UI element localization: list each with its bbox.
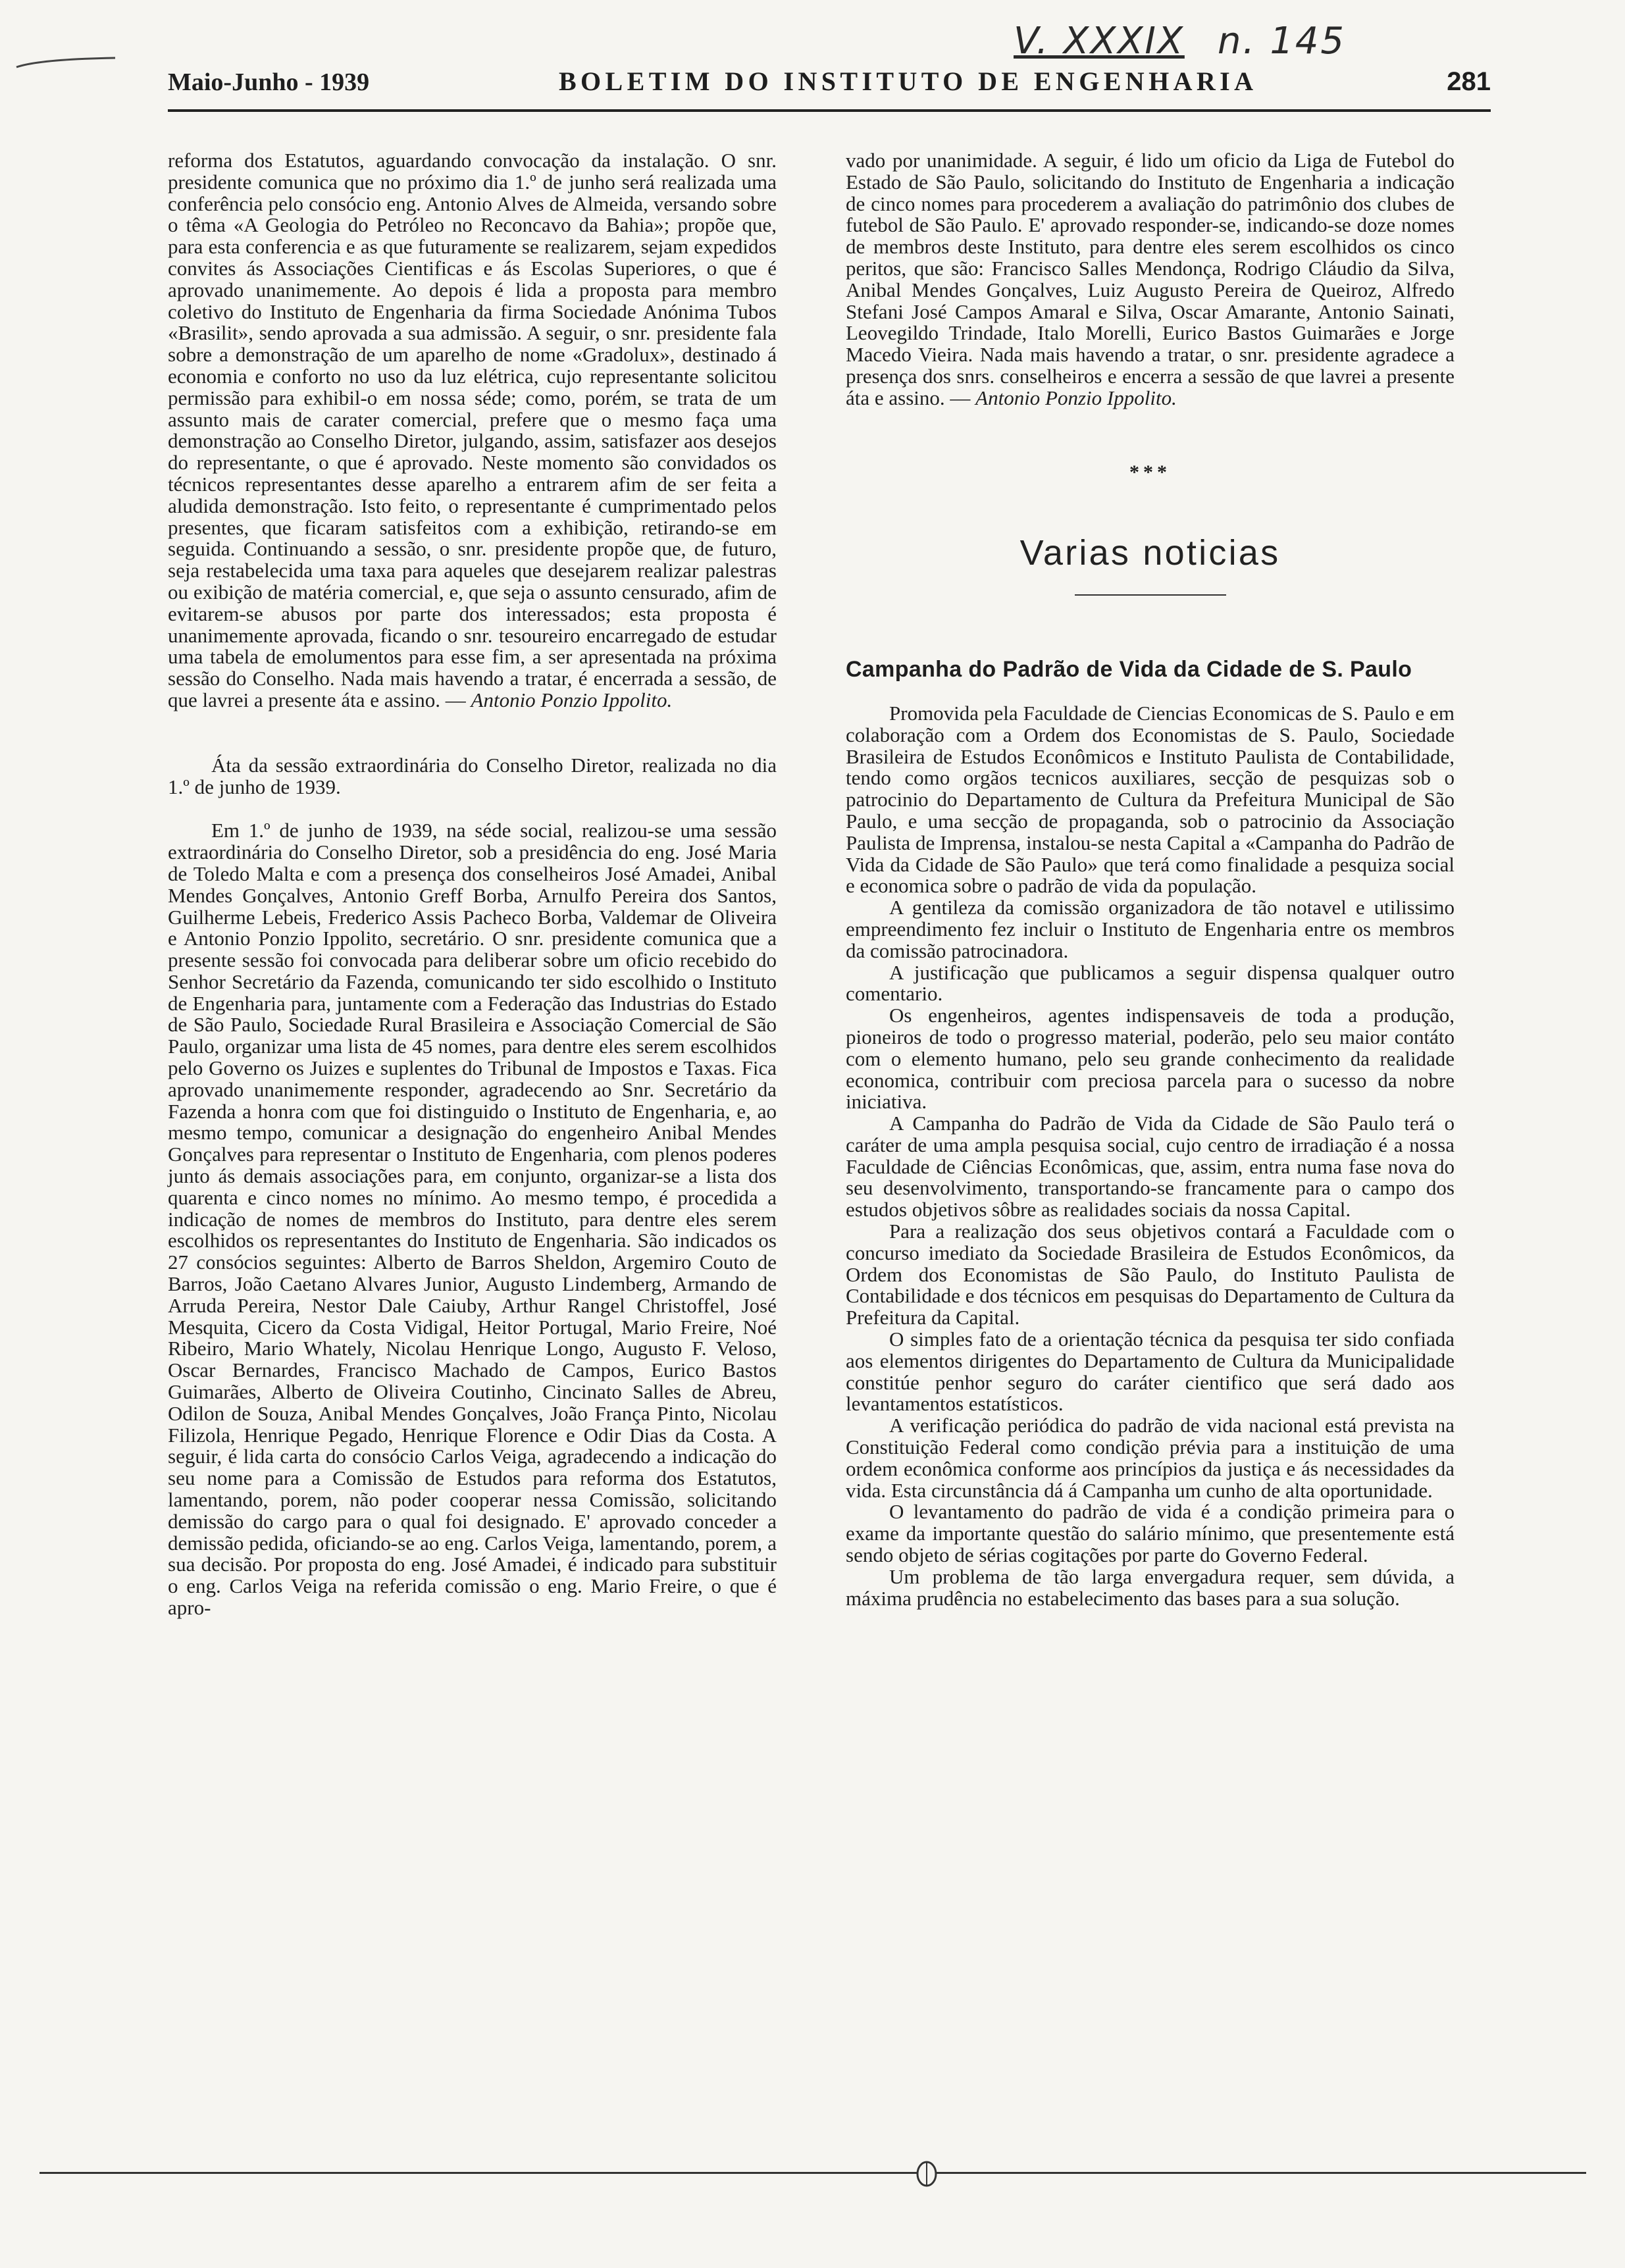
- page-header: [168, 66, 1491, 112]
- scan-mark: [13, 53, 118, 72]
- handwritten-number: n. 145: [1218, 20, 1346, 63]
- header-date: Maio-Junho - 1939: [168, 68, 370, 96]
- header-title: BOLETIM DO INSTITUTO DE ENGENHARIA: [558, 66, 1258, 96]
- left-paragraph-1: reforma dos Estatutos, aguardando convocação da instalação. O snr. presidente comunica que no próximo dia 1.º de junho será realizada uma conferência pelo consócio eng. Antonio Alves de Almeida, versando sobre o têma «A Geologia do Petróleo no Reconcavo da Bahia»; propõe que, para esta conferencia e as que futuramente se realizarem, sejam expedidos convites ás Associações Cientificas e ás Escolas Superiores, o que é aprovado unanimemente. Ao depois é lida a proposta para membro coletivo do Instituto de Engenharia da firma Sociedade Anónima Tubos «Brasilit», sendo aprovada a sua admissão. A seguir, o snr. presidente fala sobre a demonstração de um aparelho de nome «Gradolux», destinado á economia e conforto no uso da luz elétrica, cujo representante solicitou permissão para exhibil-o em nossa séde; como, porém, se trata de um assunto mais de carater comercial, prefere que o mesmo faça uma demonstração ao Conselho Diretor, julgando, assim, satisfazer aos desejos do representante, o que é aprovado. Neste momento são convidados os técnicos representantes desse aparelho a entrarem afim de ser feita a aludida demonstração. Isto feito, o representante é cumprimentado pelos presentes, que ficaram satisfeitos com a exhibição, retirando-se em seguida. Continuando a sessão, o snr. presidente propõe que, de futuro, seja restabelecida uma taxa para aqueles que desejarem realizar palestras ou exibição de matéria comercial, e, que seja o assunto censurado, afim de evitarem-se abusos por parte dos interessados; esta proposta é unanimemente aprovada, ficando o snr. tesoureiro encarregado de estudar uma tabela de emolumentos para esse fim, a ser apresentada na próxima sessão do Conselho. Nada mais havendo a tratar, é encerrada a sessão, de que lavrei a presente áta e assino. — Antonio Ponzio Ippolito.: [168, 149, 777, 711]
- footer-rule: [39, 2172, 1586, 2174]
- handwritten-volume: V. XXXIX: [1014, 20, 1185, 63]
- left-paragraph-3: Em 1.º de junho de 1939, na séde social, realizou-se uma sessão extraordinária do Conselho Diretor, sob a presidência do eng. José Maria de Toledo Malta e com a presença dos conselheiros José Amadei, Anibal Mendes Gonçalves, Antonio Greff Borba, Arnulfo Pereira dos Santos, Guilherme Lebeis, Frederico Assis Pacheco Borba, Valdemar de Oliveira e Antonio Ponzio Ippolito, secretário. O snr. presidente comunica que a presente sessão foi convocada para deliberar sobre um oficio recebido do Senhor Secretário da Fazenda, comunicando ter sido escolhido o Instituto de Engenharia para, juntamente com a Federação das Industrias do Estado de São Paulo, Sociedade Rural Brasileira e Associação Comercial de São Paulo, organizar uma lista de 45 nomes, para dentre eles serem escolhidos pelo Governo os Juizes e suplentes do Tribunal de Impostos e Taxas. Fica aprovado unanimemente responder, agradecendo ao Snr. Secretário da Fazenda a honra com que foi distinguido o Instituto de Engenharia, e, ao mesmo tempo, comunicar a designação do engenheiro Anibal Mendes Gonçalves para representar o Instituto de Engenharia, com plenos poderes junto ás demais associações para, em conjunto, organizar-se a lista dos quarenta e cinco nomes no mínimo. Ao mesmo tempo, é procedida a indicação de nomes de membros do Instituto, para dentre eles serem escolhidos os representantes do Instituto de Engenharia. São indicados os 27 consócios seguintes: Alberto de Barros Sheldon, Argemiro Couto de Barros, João Caetano Alvares Junior, Augusto Lindemberg, Armando de Arruda Pereira, Nestor Dale Caiuby, Arthur Rangel Christoffel, José Mesquita, Cicero da Costa Vidigal, Heitor Portugal, Mario Freire, Noé Ribeiro, Mario Whately, Nicolau Henrique Longo, Augusto F. Veloso, Oscar Bernardes, Francisco Machado de Campos, Eurico Bastos Guimarães, Alberto de Oliveira Coutinho, Cincinato Salles de Abreu, Odilon de Souza, Anibal Mendes Gonçalves, João França Pinto, Nicolau Filizola, Henrique Pegado, Henrique Florence e Odir Dias da Costa. A seguir, é lida carta do consócio Carlos Veiga, agradecendo a indicação do seu nome para a Comissão de Estudos para reforma dos Estatutos, lamentando, porem, não poder cooperar nessa Comissão, solicitando demissão do cargo para o qual foi designado. E' aprovado conceder a demissão pedida, oficiando-se ao eng. Carlos Veiga, lamentando, porem, a sua decisão. Por proposta do eng. José Amadei, é indicado para substituir o eng. Carlos Veiga na referida comissão o eng. Mario Freire, o que é apro-: [168, 819, 777, 1619]
- article-paragraph: A Campanha do Padrão de Vida da Cidade de São Paulo terá o caráter de uma ampla pesquisa social, cujo centro de irradiação é a nossa Faculdade de Ciências Econômicas, que, assim, entra numa fase nova do seu desenvolvimento, transportando-se francamente para o campo dos estudos objetivos sôbre as realidades sociais da nossa Capital.: [846, 1112, 1455, 1222]
- signature: Antonio Ponzio Ippolito.: [975, 386, 1177, 409]
- article-paragraph: O levantamento do padrão de vida é a condição primeira para o exame da importante questão do salário mínimo, que presentemente está sendo objeto de sérias cogitações por parte do Governo Federal.: [846, 1500, 1455, 1567]
- page-number: 281: [1447, 67, 1491, 96]
- header-rule: [168, 109, 1491, 112]
- article-paragraph: A verificação periódica do padrão de vida nacional está prevista na Constituição Federal como condição prévia para a instituição de uma ordem econômica conforme aos princípios da justiça e ás necessidades da vida. Esta circunstância dá á Campanha um cunho de alta oportunidade.: [846, 1414, 1455, 1502]
- signature: Antonio Ponzio Ippolito.: [471, 688, 673, 711]
- footer-ornament: [907, 2157, 946, 2190]
- section-title: Varias noticias: [1019, 533, 1281, 573]
- session-heading: Áta da sessão extraordinária do Conselho Diretor, realizada no dia 1.º de junho de 1939.: [168, 753, 777, 798]
- article-paragraph: A justificação que publicamos a seguir dispensa qualquer outro comentario.: [846, 960, 1455, 1006]
- right-paragraph-1: vado por unanimidade. A seguir, é lido um oficio da Liga de Futebol do Estado de São Paulo, solicitando do Instituto de Engenharia a indicação de cinco nomes para procederem a avaliação do patrimônio dos clubes de futebol de São Paulo. E' aprovado responder-se, indicando-se doze nomes de membros deste Instituto, para dentre eles serem escolhidos os cinco peritos, que são: Francisco Salles Mendonça, Rodrigo Cláudio da Silva, Anibal Mendes Gonçalves, Luiz Augusto Pereira de Queiroz, Alfredo Stefani José Campos Amaral e Silva, Oscar Amarante, Antonio Sainati, Leovegildo Trindade, Italo Morelli, Eurico Bastos Guimarães e Jorge Macedo Vieira. Nada mais havendo a tratar, o snr. presidente agradece a presença dos snrs. conselheiros e encerra a sessão de que lavrei a presente áta e assino. — Antonio Ponzio Ippolito.: [846, 149, 1455, 409]
- article-title: Campanha do Padrão de Vida da Cidade de S. Paulo: [846, 657, 1412, 683]
- article-paragraph: Promovida pela Faculdade de Ciencias Economicas de S. Paulo e em colaboração com a Ordem dos Economistas de S. Paulo, Sociedade Brasileira de Estudos Econômicos e Instituto Paulista de Contabilidade, tendo como orgãos tecnicos auxiliares, secção de pesquizas sob o patrocinio do Departamento de Cultura da Prefeitura Municipal de São Paulo, e uma secção de propaganda, sob o patrocinio da Associação Paulista de Imprensa, instalou-se nesta Capital a «Campanha do Padrão de Vida da Cidade de São Paulo» que terá como finalidade a pesquiza social e economica sobre o padrão de vida da população.: [846, 701, 1455, 898]
- article-paragraph: Para a realização dos seus objetivos contará a Faculdade com o concurso imediato da Sociedade Brasileira de Estudos Econômicos, da Ordem dos Economistas de São Paulo, do Instituto Paulista de Contabilidade e dos técnicos em pesquisas do Departamento de Cultura da Prefeitura da Capital.: [846, 1220, 1455, 1329]
- right-column: [846, 150, 1455, 1609]
- article-paragraph: A gentileza da comissão organizadora de tão notavel e utilissimo empreendimento fez incluir o Instituto de Engenharia entre os membros da comissão patrocinadora.: [846, 896, 1455, 962]
- article-paragraph: Os engenheiros, agentes indispensaveis de toda a produção, pioneiros de todo o progresso material, poderão, pelo seu maior contáto com o elemento humano, pelo seu grande conhecimento da realidade economica, contribuir com preciosa parcela para o sucesso da nobre iniciativa.: [846, 1004, 1455, 1114]
- article-paragraph: O simples fato de a orientação técnica da pesquisa ter sido confiada aos elementos dirigentes do Departamento de Cultura da Municipalidade constitúe penhor seguro do caráter cientifico que será dado aos levantamentos estatísticos.: [846, 1327, 1455, 1416]
- title-rule: [1075, 594, 1226, 596]
- article-paragraph: Um problema de tão larga envergadura requer, sem dúvida, a máxima prudência no estabelecimento das bases para a sua solução.: [846, 1564, 1455, 1610]
- section-separator: ***: [1129, 461, 1171, 483]
- left-column: [168, 150, 777, 1619]
